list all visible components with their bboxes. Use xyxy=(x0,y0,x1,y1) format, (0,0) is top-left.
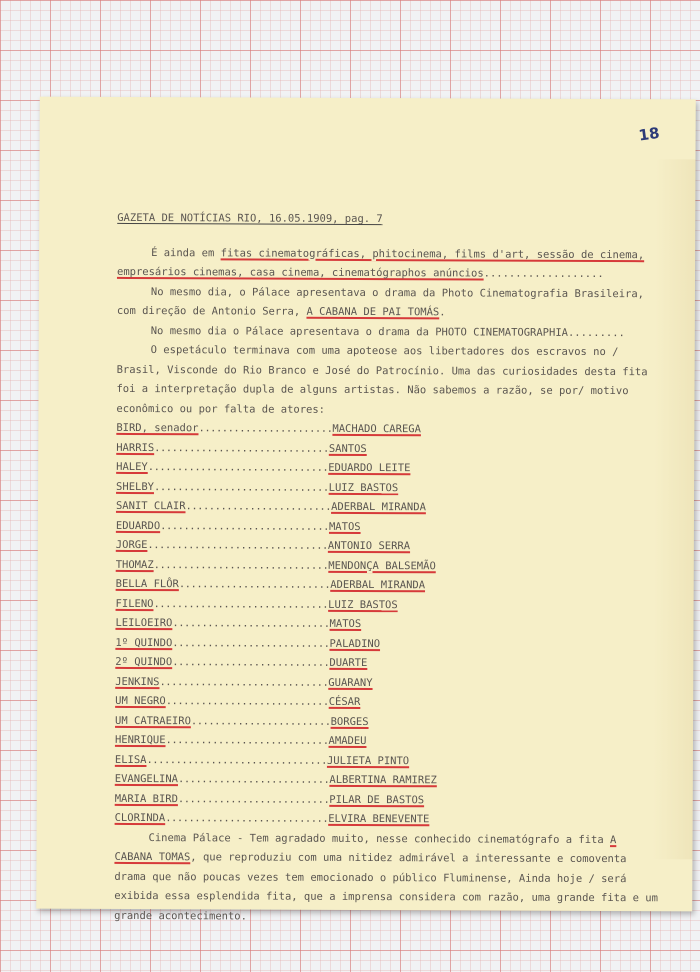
cast-row xyxy=(116,497,662,519)
cast-row xyxy=(116,516,662,538)
cast-row xyxy=(115,711,661,733)
cast-role: CLORINDA xyxy=(114,811,166,825)
cast-leader-dots: ........................... xyxy=(172,636,330,650)
cast-leader-dots: ......................... xyxy=(185,500,332,513)
cast-role: SHELBY xyxy=(116,480,155,493)
paragraph-2-film-title: A CABANA DE PAI TOMÁS xyxy=(306,305,440,319)
cast-actor: GUARANY xyxy=(328,676,373,689)
cast-actor: ELVIRA BENEVENTE xyxy=(328,812,430,826)
paragraph-1-terms: fitas cinematográficas, phitocinema, films d'art, sessão de cinema, empresários cinemas, casa cinema, cinematógraphos anúncios xyxy=(116,246,645,280)
cast-role: ELISA xyxy=(114,753,147,766)
paragraph-5-film-title: A CABANA TOMAS xyxy=(114,833,617,864)
cast-actor: ALBERTINA RAMIREZ xyxy=(329,773,437,787)
cast-actor: ADERBAL MIRANDA xyxy=(331,500,426,514)
cast-role: SANIT CLAIR xyxy=(115,499,186,513)
cast-actor: EDUARDO LEITE xyxy=(328,461,411,475)
cast-leader-dots: ............................. xyxy=(160,519,330,533)
cast-leader-dots: ............................ xyxy=(165,812,329,825)
cast-role: 1º QUINDO xyxy=(115,636,173,649)
cast-leader-dots: .............................. xyxy=(154,441,329,455)
cast-row xyxy=(115,789,661,811)
cast-leader-dots: ........................... xyxy=(172,656,330,669)
cast-row xyxy=(116,438,662,460)
cast-role: FILENO xyxy=(115,597,154,610)
cast-row xyxy=(115,653,661,675)
cast-role: JORGE xyxy=(115,538,148,552)
cast-role: THOMAZ xyxy=(115,558,154,571)
cast-actor: JULIETA PINTO xyxy=(326,754,410,767)
cast-row xyxy=(115,672,661,694)
cast-leader-dots: .......................... xyxy=(178,578,331,591)
cast-leader-dots: .......................... xyxy=(177,773,330,786)
cast-row xyxy=(116,419,662,441)
cast-role: HALEY xyxy=(116,460,148,474)
cast-row xyxy=(116,575,662,597)
cast-actor: MATOS xyxy=(328,520,361,533)
cast-role: 2º QUINDO xyxy=(115,655,173,669)
cast-row xyxy=(115,731,661,753)
paragraph-1 xyxy=(117,243,663,284)
cast-row xyxy=(115,770,661,792)
cast-role: LEILOEIRO xyxy=(115,616,173,630)
cast-leader-dots: ........................ xyxy=(190,714,331,728)
cast-row xyxy=(115,809,661,831)
cast-actor: PILAR DE BASTOS xyxy=(329,793,425,806)
cast-row xyxy=(116,555,662,577)
paragraph-3: No mesmo dia o Pálace apresentava o drama da PHOTO CINEMATOGRAPHIA......... xyxy=(150,324,625,339)
cast-role: HENRIQUE xyxy=(114,733,166,747)
cast-leader-dots: .......................... xyxy=(177,792,330,806)
cast-leader-dots: .............................. xyxy=(153,480,329,494)
cast-row xyxy=(115,750,661,772)
cast-row xyxy=(115,692,661,714)
cast-role: UM CATRAEIRO xyxy=(115,714,191,727)
cast-role: BELLA FLÔR xyxy=(115,577,179,591)
cast-leader-dots: .............................. xyxy=(153,558,329,572)
cast-role: EDUARDO xyxy=(115,519,161,532)
cast-actor: ANTONIO SERRA xyxy=(327,539,411,553)
cast-row xyxy=(115,614,661,636)
cast-role: BIRD, senador xyxy=(116,421,199,435)
cast-leader-dots: ............................ xyxy=(165,734,329,747)
cast-role: JENKINS xyxy=(115,675,160,688)
cast-leader-dots: .............................. xyxy=(153,597,329,611)
cast-role: HARRIS xyxy=(116,441,155,454)
cast-row xyxy=(116,477,662,499)
paragraph-5-text-1: Cinema Pálace - Tem agradado muito, nesse conhecido cinematógrafo a fita xyxy=(148,831,611,846)
paragraph-2-end: . xyxy=(439,306,446,319)
cast-leader-dots: ............................. xyxy=(159,675,329,689)
paragraph-1-prefix: É ainda em xyxy=(151,246,221,259)
cast-actor: LUIZ BASTOS xyxy=(328,481,399,494)
cast-role: MARIA BIRD xyxy=(114,792,178,805)
cast-actor: SANTOS xyxy=(328,442,367,455)
folio-number: 18 xyxy=(637,123,661,145)
cast-role: EVANGELINA xyxy=(114,772,179,786)
cast-role: UM NEGRO xyxy=(115,694,166,708)
cast-actor: CÉSAR xyxy=(328,695,361,708)
cast-leader-dots: ........................... xyxy=(172,617,330,630)
cast-leader-dots: ............................... xyxy=(147,461,329,474)
cast-actor: MATOS xyxy=(329,617,362,630)
cast-actor: ADERBAL MIRANDA xyxy=(330,578,426,592)
cast-leader-dots: ............................... xyxy=(147,539,328,552)
cast-row xyxy=(115,633,661,655)
cast-leader-dots: ............................... xyxy=(146,753,327,767)
cast-list xyxy=(115,419,663,831)
cast-leader-dots: ............................ xyxy=(165,695,329,708)
cast-row xyxy=(116,458,662,480)
cast-leader-dots: ....................... xyxy=(198,422,333,435)
cast-actor: LUIZ BASTOS xyxy=(328,598,398,611)
cast-row xyxy=(116,594,662,616)
cast-actor: DUARTE xyxy=(329,656,368,670)
paragraph-4: O espetáculo terminava com uma apoteose aos libertadores dos escravos no / Brasil, Visconde do Rio Branco e José do Patrocínio. Uma das curiosidades desta fita foi a interpretação dupla de alguns artistas. Não sabemos a razão, se por/ motivo econômico ou por falta de atores: xyxy=(116,344,648,416)
paragraph-2 xyxy=(117,282,663,323)
cast-actor: AMADEU xyxy=(328,734,367,748)
document-body xyxy=(114,209,663,928)
cast-actor: MENDONÇA BALSEMÃO xyxy=(328,559,436,572)
cast-actor: BORGES xyxy=(330,715,369,728)
cast-actor: PALADINO xyxy=(329,637,381,650)
paragraph-5 xyxy=(114,828,660,928)
document-heading: GAZETA DE NOTÍCIAS RIO, 16.05.1909, pag. 7 xyxy=(117,211,383,226)
cast-actor: MACHADO CAREGA xyxy=(332,422,421,436)
paragraph-2-text: No mesmo dia, o Pálace apresentava o drama da Photo Cinematografia Brasileira, com direção de Antonio Serra, xyxy=(116,285,645,318)
paragraph-1-suffix: ................... xyxy=(483,267,604,281)
cast-row xyxy=(116,536,662,558)
document-sheet xyxy=(36,97,696,922)
paragraph-5-text-2: , que reproduziu com uma nitidez admirável a interessante e comoventa drama que não poucas vezes tem emocionado o público Fluminense, Ainda hoje / será exibida essa esplendida fita, que a imprensa considera com razão, uma grande fita e um grande acontecimento. xyxy=(114,851,658,922)
